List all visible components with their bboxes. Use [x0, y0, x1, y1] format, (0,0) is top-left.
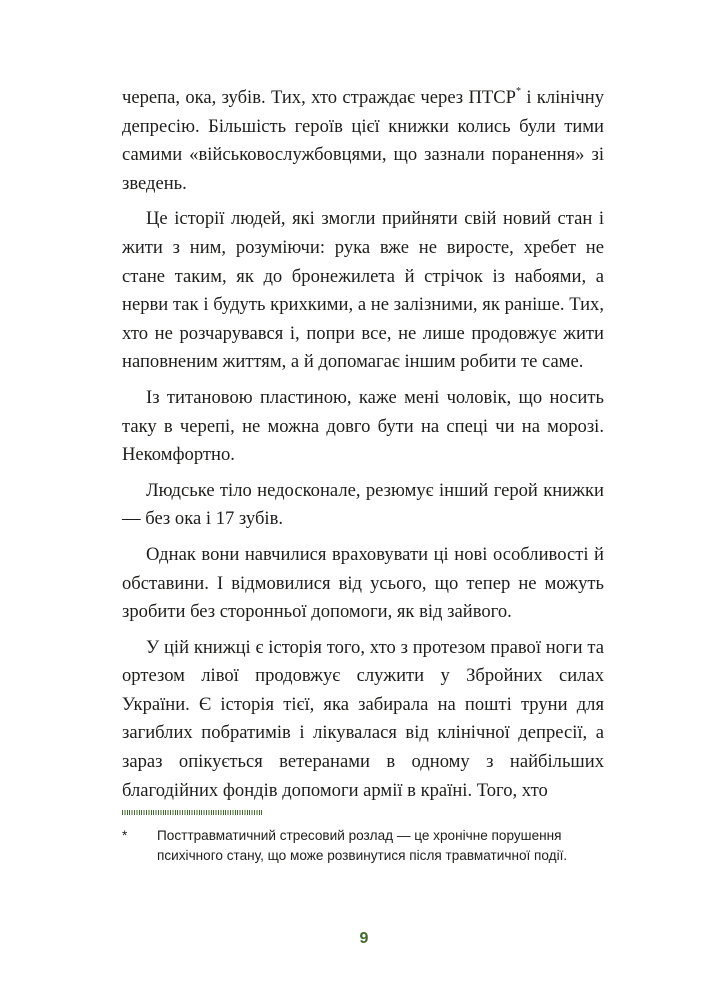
paragraph-2: Це історії людей, які змогли прийняти свій новий стан і жити з ним, розуміючи: рука вже не виросте, хребет не стане таким, як до бронежилета й стрічок із набоями, а нерви так і будуть крихкими, а не залізними, як раніше. Тих, хто не розчарувався і, попри все, не лише продовжує жити наповненим життям, а й допомагає іншим робити те саме.: [122, 208, 604, 373]
footnote-reference[interactable]: *: [516, 85, 521, 97]
footnote: [122, 826, 592, 865]
paragraph-3: Із титановою пластиною, каже мені чоловік, що носить таку в черепі, не можна довго бути на спеці чи на морозі. Некомфортно.: [122, 386, 604, 466]
footnote-text: Посттравматичний стресовий розлад — це хронічне порушення психічного стану, що може розвинутися після травматичної події.: [157, 828, 568, 863]
paragraph-1: [122, 84, 604, 198]
footnote-divider: [122, 810, 262, 815]
paragraph-6: У цій книжці є історія того, хто з протезом правої ноги та ортезом лівої продовжує служити у Збройних силах України. Є історія тієї, яка забирала на пошті труни для загиблих побратимів і лікувалася від клінічної депресії, а зараз опікується ветеранами в одному з найбільших благодійних фондів допомоги армії в країні. Того, хто: [122, 636, 604, 801]
paragraph-1-text: черепа, ока, зубів. Тих, хто страждає через ПТСР: [122, 87, 516, 108]
page-body: [122, 84, 604, 805]
paragraph-5: Однак вони навчилися враховувати ці нові особливості й обставини. І відмовилися від усього, що тепер не можуть зробити без сторонньої допомоги, як від зайвого.: [122, 543, 604, 623]
paragraph-1-tail: і клінічну депресію. Більшість героїв цієї книжки колись були тими самими «військовослужбовцями, що зазнали поранення» зі зведень.: [122, 87, 604, 194]
paragraph-4: Людське тіло недосконале, резюмує інший герой книжки — без ока і 17 зубів.: [122, 479, 604, 530]
footnote-marker: *: [122, 828, 128, 843]
page-number: 9: [359, 930, 369, 947]
